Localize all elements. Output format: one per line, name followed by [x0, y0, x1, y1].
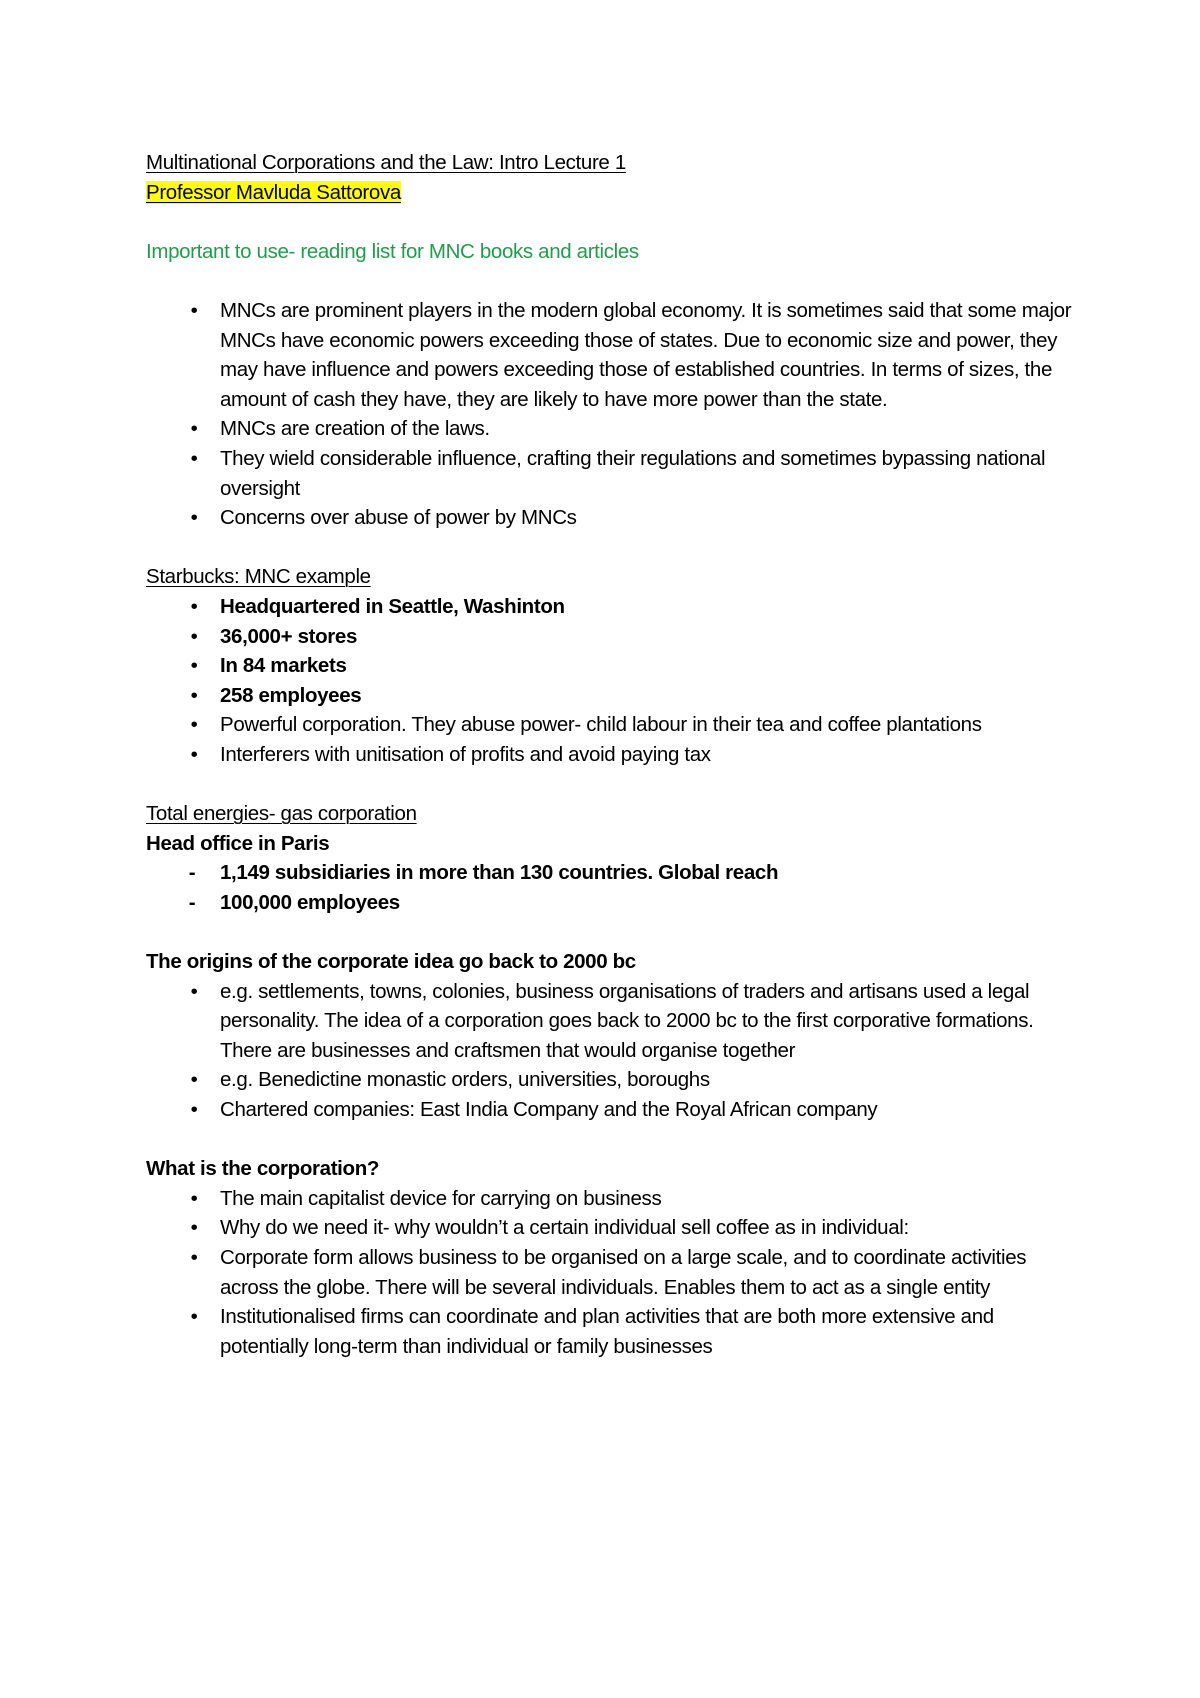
bullet-marker: •	[190, 624, 198, 648]
intro-bullet-list	[146, 296, 1086, 533]
bullet-marker: •	[190, 979, 198, 1003]
bullet-marker: •	[190, 417, 198, 441]
list-item: - 100,000 employees	[146, 888, 1086, 918]
list-item: • They wield considerable influence, crafting their regulations and sometimes bypassing national oversight	[146, 444, 1086, 503]
bullet-marker: •	[190, 594, 198, 618]
starbucks-heading: Starbucks: MNC example	[146, 565, 371, 589]
list-item: • e.g. Benedictine monastic orders, universities, boroughs	[146, 1065, 1086, 1095]
bullet-marker: •	[190, 298, 198, 322]
list-item: • Interferers with unitisation of profits and avoid paying tax	[146, 740, 1086, 770]
reading-list-note: Important to use- reading list for MNC books and articles	[146, 239, 639, 263]
origins-bullet-list	[146, 977, 1086, 1125]
bullet-marker: •	[190, 683, 198, 707]
list-item: • In 84 markets	[146, 651, 1086, 681]
origins-heading: The origins of the corporate idea go back to 2000 bc	[146, 950, 636, 974]
list-item: • 258 employees	[146, 681, 1086, 711]
list-item: • MNCs are creation of the laws.	[146, 414, 1086, 444]
list-item: • The main capitalist device for carrying on business	[146, 1184, 1086, 1214]
list-item: • e.g. settlements, towns, colonies, business organisations of traders and artisans used a legal personality. The idea of a corporation goes back to 2000 bc to the first corporative formations. There are businesses and craftsmen that would organise together	[146, 977, 1086, 1066]
list-item: • Chartered companies: East India Company and the Royal African company	[146, 1095, 1086, 1125]
total-dash-list	[146, 858, 1086, 917]
bullet-marker: •	[190, 506, 198, 530]
corporation-bullet-list	[146, 1184, 1086, 1362]
list-item: • Concerns over abuse of power by MNCs	[146, 503, 1086, 533]
document-page	[146, 148, 1086, 1361]
bullet-marker: •	[190, 1216, 198, 1240]
bullet-marker: •	[190, 742, 198, 766]
list-item: • Corporate form allows business to be organised on a large scale, and to coordinate activities across the globe. There will be several individuals. Enables them to act as a single entity	[146, 1243, 1086, 1302]
bullet-marker: •	[190, 1186, 198, 1210]
bullet-marker: •	[190, 446, 198, 470]
professor-name: Professor Mavluda Sattorova	[146, 180, 401, 204]
list-item: • MNCs are prominent players in the modern global economy. It is sometimes said that some major MNCs have economic powers exceeding those of states. Due to economic size and power, they may have influence and powers exceeding those of established countries. In terms of sizes, the amount of cash they have, they are likely to have more power than the state.	[146, 296, 1086, 414]
bullet-marker: •	[190, 1245, 198, 1269]
bullet-marker: •	[190, 1098, 198, 1121]
starbucks-bullet-list	[146, 592, 1086, 770]
bullet-marker: •	[190, 654, 198, 678]
list-item: - 1,149 subsidiaries in more than 130 countries. Global reach	[146, 858, 1086, 888]
bullet-marker: •	[190, 713, 198, 737]
corporation-heading: What is the corporation?	[146, 1157, 380, 1181]
list-item: • Institutionalised firms can coordinate and plan activities that are both more extensive and potentially long-term than individual or family businesses	[146, 1302, 1086, 1361]
bullet-marker: •	[190, 1305, 198, 1329]
document-title: Multinational Corporations and the Law: Intro Lecture 1	[146, 151, 626, 174]
list-item: • 36,000+ stores	[146, 622, 1086, 652]
bullet-marker: •	[190, 1068, 198, 1092]
list-item: • Powerful corporation. They abuse power- child labour in their tea and coffee plantations	[146, 710, 1086, 740]
dash-marker: -	[188, 890, 196, 914]
total-subheading: Head office in Paris	[146, 831, 330, 855]
list-item: • Why do we need it- why wouldn’t a certain individual sell coffee as in individual:	[146, 1213, 1086, 1243]
list-item: • Headquartered in Seattle, Washinton	[146, 592, 1086, 622]
total-heading: Total energies- gas corporation	[146, 802, 417, 826]
dash-marker: -	[188, 861, 196, 885]
